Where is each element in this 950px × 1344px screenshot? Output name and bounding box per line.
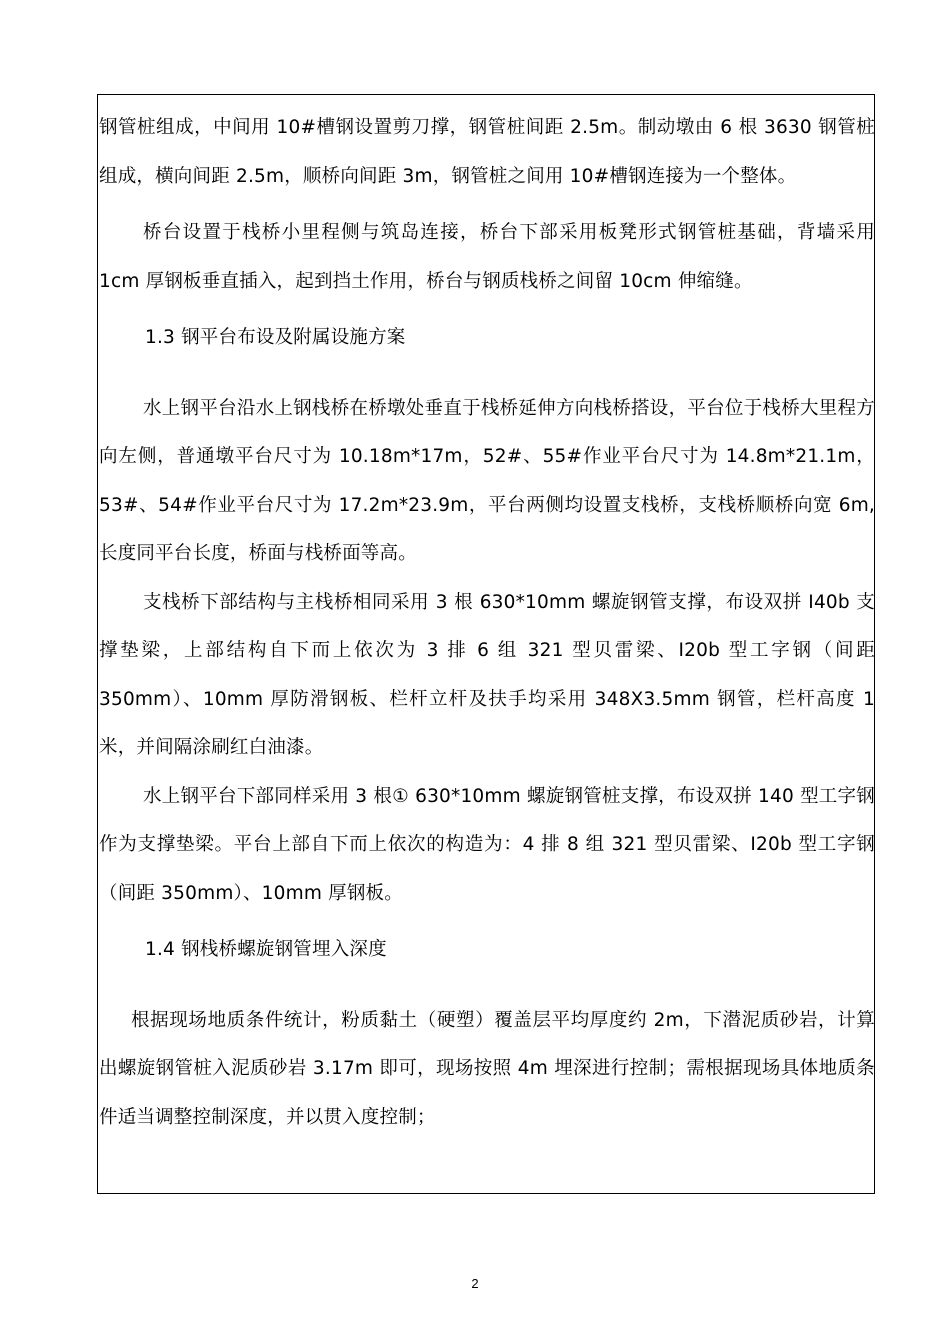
paragraph-embedment-depth: 根据现场地质条件统计，粉质黏土（硬塑）覆盖层平均厚度约 2m，下潜泥质砂岩，计算出螺旋钢管桩入泥质砂岩 3.17m 即可，现场按照 4m 埋深进行控制；需根据现场具体地质条件适当调整控制深度，并以贯入度控制； <box>99 1009 875 1128</box>
paragraph-abutment: 桥台设置于栈桥小里程侧与筑岛连接，桥台下部采用板凳形式钢管桩基础，背墙采用 1cm 厚钢板垂直插入，起到挡土作用，桥台与钢质栈桥之间留 10cm 伸缩缝。 <box>99 222 875 292</box>
paragraph-branch-trestle: 支栈桥下部结构与主栈桥相同采用 3 根 630*10mm 螺旋钢管支撑，布设双拼 I40b 支撑垫梁，上部结构自下而上依次为 3 排 6 组 321 型贝雷梁、I20b 型工字钢（间距 350mm）、10mm 厚防滑钢板、栏杆立杆及扶手均采用 348X3.5mm 钢管，栏杆高度 1 米，并间隔涂刷红白油漆。 <box>99 591 875 758</box>
document-body <box>99 104 875 1142</box>
paragraph-steel-pile-composition: 钢管桩组成，中间用 10#槽钢设置剪刀撑，钢管桩间距 2.5m。制动墩由 6 根 3630 钢管桩组成，横向间距 2.5m，顺桥向间距 3m，钢管桩之间用 10#槽钢连接为一个整体。 <box>99 117 875 187</box>
page-number: 2 <box>471 1276 479 1291</box>
paragraph-steel-platform: 水上钢平台沿水上钢栈桥在桥墩处垂直于栈桥延伸方向栈桥搭设，平台位于栈桥大里程方向左侧，普通墩平台尺寸为 10.18m*17m，52#、55#作业平台尺寸为 14.8m*21.1m，53#、54#作业平台尺寸为 17.2m*23.9m，平台两侧均设置支栈桥，支栈桥顺桥向宽 6m,长度同平台长度，桥面与栈桥面等高。 <box>99 397 875 564</box>
section-heading-1-3: 1.3 钢平台布设及附属设施方案 <box>145 327 406 348</box>
section-heading-1-4: 1.4 钢栈桥螺旋钢管埋入深度 <box>145 939 387 960</box>
paragraph-platform-structure: 水上钢平台下部同样采用 3 根① 630*10mm 螺旋钢管桩支撑，布设双拼 140 型工字钢作为支撑垫梁。平台上部自下而上依次的构造为：4 排 8 组 321 型贝雷梁、I20b 型工字钢（间距 350mm）、10mm 厚钢板。 <box>99 785 875 904</box>
